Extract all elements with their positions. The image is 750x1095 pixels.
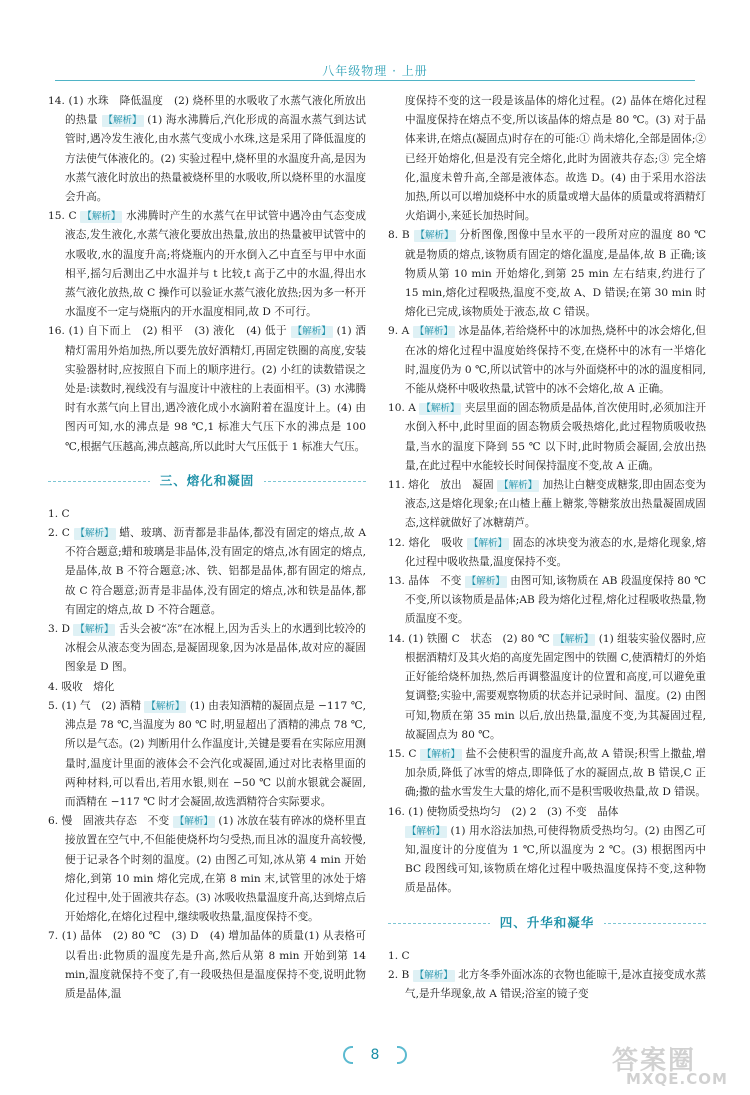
answer-lead: 8. B	[388, 229, 410, 242]
analysis-tag: 【解析】	[499, 480, 538, 492]
right-column	[388, 92, 706, 1004]
answer-item	[48, 92, 366, 207]
answer-explanation: (1) 冰放在装有碎冰的烧杯里直接放置在空气中,不但能使烧杯均匀受热,而且冰的温度升高较慢,便于记录各个时刻的温度。(2) 由图乙可知,冰从第 4 min 开始熔化,到第 10 min 熔化完成,在第 8 min 末,试管里的冰处于熔化过程中,处于固液共存态。(3) 冰吸收热量温度升高,达到熔点后开始熔化,在熔化过程中,继续吸收热量,温度保持不变。	[65, 815, 366, 924]
answer-lead: 6. 慢 固液共存态 不变	[48, 815, 170, 828]
page-number	[343, 1042, 407, 1068]
watermark-line2: MXQE.COM	[626, 1070, 728, 1088]
analysis-tag: 【解析】	[292, 326, 331, 338]
answer-explanation: (1) 海水沸腾后,汽化形成的高温水蒸气到达试管时,遇冷发生液化,由水蒸气变成小水珠,这是采用了降低温度的方法使气体液化的。(2) 实验过程中,烧杯里的水温度升高,是因为水蒸气液化时放出的热量被烧杯里的水吸收,所以烧杯里的水温度会升高。	[65, 114, 366, 204]
answer-item	[48, 927, 366, 1004]
page-number-bracket-left	[343, 1046, 353, 1064]
answer-item	[48, 322, 366, 456]
answer-lead: 12. 熔化 吸收	[388, 536, 464, 549]
answer-item	[388, 322, 706, 399]
analysis-tag: 【解析】	[407, 825, 446, 837]
answer-item	[48, 207, 366, 322]
answer-lead: 5. (1) 气 (2) 酒精	[48, 699, 141, 712]
analysis-tag: 【解析】	[469, 537, 508, 549]
analysis-tag: 【解析】	[82, 211, 121, 223]
answer-lead: 14. (1) 铁圈 C 状态 (2) 80 ℃	[388, 632, 550, 645]
answer-explanation: (1) 酒精灯需用外焰加热,所以要先放好酒精灯,再固定铁圈的高度,安装实验器材时,应按照自下而上的顺序进行。(2) 小红的读数错误之处是:读数时,视线没有与温度计中液柱的上表面相平。(3) 水沸腾时有水蒸气向上冒出,遇冷液化成小水滴附着在温度计上。(4) 由图丙可知,水的沸点是 98 ℃,1 标准大气压下水的沸点是 100 ℃,根据气压越高,沸点越高,所以此时大气压低于 1 标准大气压。	[65, 325, 366, 453]
answer-item	[48, 620, 366, 678]
page-number-text: 8	[370, 1047, 380, 1063]
left-items-group-1	[48, 92, 366, 457]
answer-item	[388, 572, 706, 630]
answer-lead: 16. (1) 自下而上 (2) 相平 (3) 液化 (4) 低于	[48, 325, 287, 338]
analysis-tag: 【解析】	[75, 624, 114, 636]
analysis-tag: 【解析】	[422, 748, 461, 760]
section-title: 四、升华和凝华	[490, 913, 605, 933]
left-column	[48, 92, 366, 1004]
answer-lead: 15. C	[48, 210, 77, 223]
analysis-tag: 【解析】	[414, 969, 453, 981]
answer-lead: 度保持不变的这一段是该晶体的熔化过程。(2) 晶体在熔化过程中温度保持在熔点不变,所以该晶体的熔点是 80 ℃。(3) 对于晶体来讲,在熔点(凝固点)时存在的可能:① 尚未熔化,全部是固体;② 已经开始熔化,但是没有完全熔化,此时为固液共存态;③ 完全熔化,温度未曾升高,全部是液体态。故选 D。(4) 由于采用水浴法加热,所以可以增加烧杯中水的质量或增大晶体的质量或将酒精灯火焰调小,来延长加热时间。	[405, 95, 706, 223]
answer-item	[388, 745, 706, 803]
right-items-group-1	[388, 92, 706, 899]
left-items-group-2	[48, 505, 366, 1004]
answer-item	[48, 812, 366, 927]
answer-item	[388, 92, 706, 226]
answer-item	[388, 630, 706, 745]
answer-item	[388, 534, 706, 572]
answer-explanation: 由图可知,该物质在 AB 段温度保持 80 ℃ 不变,所以该物质是晶体;AB 段为熔化过程,熔化过程吸收热量,物质温度不变。	[405, 575, 707, 626]
answer-explanation: (1) 组装实验仪器时,应根据酒精灯及其火焰的高度先固定图中的铁圈 C,使酒精灯的外焰正好能给烧杯加热,然后再调整温度计的位置和高度,可以避免重复调整;实验中,需要观察物质的状态并记录时间、温度。(2) 由图可知,物质在第 35 min 以后,放出热量,温度不变,为其凝固过程,故凝固点为 80 ℃。	[405, 632, 706, 741]
answer-item	[48, 678, 366, 697]
answer-lead: 16. (1) 使物质受热均匀 (2) 2 (3) 不变 晶体	[388, 805, 619, 818]
answer-item	[388, 476, 706, 534]
header-rule	[55, 80, 695, 81]
answer-lead: 11. 熔化 放出 凝固	[388, 479, 494, 492]
answer-explanation: 盐不会使积雪的温度升高,故 A 错误;积雪上撒盐,增加杂质,降低了冰雪的熔点,即降低了水的凝固点,故 B 错误,C 正确;撒的盐水雪发生大量的熔化,而不是积雪吸收热量,故 D 错误。	[405, 747, 706, 799]
answer-lead: 1. C	[48, 507, 70, 520]
analysis-tag: 【解析】	[555, 633, 594, 645]
answer-item	[388, 966, 706, 1004]
answer-item	[388, 947, 706, 966]
watermark-logo	[608, 1040, 740, 1090]
answer-lead: 3. D	[48, 623, 70, 636]
answer-lead: 2. C	[48, 527, 70, 540]
section-title: 三、熔化和凝固	[150, 471, 265, 491]
answer-lead: 2. B	[388, 968, 410, 981]
answer-explanation: 冰是晶体,若给烧杯中的冰加热,烧杯中的冰会熔化,但在冰的熔化过程中温度始终保持不变,在烧杯中的冰有一半熔化时,温度仍为 0 ℃,所以试管中的冰与外面烧杯中的冰的温度相同,不能从烧杯中吸收热量,试管中的冰不会熔化,故 A 正确。	[405, 325, 706, 396]
analysis-tag: 【解析】	[174, 816, 213, 828]
answer-explanation: (1) 从表格可以看出:此物质的温度先是升高,然后从第 8 min 开始到第 14 min,温度就保持不变了,有一段吸热但是温度保持不变,说明此物质是晶体,温	[65, 930, 366, 1000]
analysis-tag: 【解析】	[415, 230, 454, 242]
analysis-tag: 【解析】	[146, 700, 185, 712]
answer-lead: 9. A	[388, 325, 410, 338]
answer-lead: 7. (1) 晶体 (2) 80 ℃ (3) D (4) 增加晶体的质量	[48, 930, 305, 943]
analysis-tag: 【解析】	[414, 326, 453, 338]
watermark-line1: 答案圈	[612, 1046, 697, 1076]
answer-explanation: 夹层里面的固态物质是晶体,首次使用时,必须加注开水倒入杯中,此时里面的固态物质会吸热熔化,此过程物质吸收热量,当水的温度下降到 55 ℃ 以下时,此时物质会凝固,会放出热量,在此过程中水能较长时间保持温度不变,故 A 正确。	[405, 402, 707, 472]
answer-item	[48, 524, 366, 620]
answer-explanation: 分析图像,图像中呈水平的一段所对应的温度 80 ℃ 就是物质的熔点,该物质有固定的熔化温度,是晶体,故 B 正确;该物质从第 10 min 开始熔化,到第 25 min 左右结束,约进行了 15 min,熔化过程吸热,温度不变,故 A、D 错误;在第 30 min 时熔化已完成,该物质处于液态,故 C 错误。	[405, 229, 707, 319]
answer-lead: 4. 吸收 熔化	[48, 680, 115, 693]
section-heading-melting	[48, 471, 366, 491]
header-title: 八年级物理 · 上册	[322, 64, 428, 78]
answer-lead: 14. (1) 水珠 降低温度 (2) 烧杯里的水吸收了水蒸气液化所放出的热量	[48, 95, 366, 127]
answer-lead: 15. C	[388, 747, 417, 760]
answer-item	[388, 226, 706, 322]
answer-explanation: 固态的冰块变为液态的水,是熔化现象,熔化过程中吸收热量,温度保持不变。	[405, 536, 707, 568]
page-header	[0, 52, 750, 82]
answer-lead: 1. C	[388, 949, 410, 962]
page-number-bracket-right	[397, 1046, 407, 1064]
analysis-tag: 【解析】	[103, 115, 142, 127]
answer-lead: 13. 晶体 不变	[388, 575, 462, 588]
answer-explanation: (1) 用水浴法加热,可使得物质受热均匀。(2) 由图乙可知,温度计的分度值为 1 ℃,所以温度为 2 ℃。(3) 根据图丙中 BC 段图线可知,该物质在熔化过程中吸热温度保持不变,这种物质是晶体。	[405, 824, 706, 895]
right-items-group-2	[388, 947, 706, 1005]
section-heading-sublimation	[388, 913, 706, 933]
answer-item	[48, 505, 366, 524]
analysis-tag: 【解析】	[75, 528, 114, 540]
answer-item	[388, 399, 706, 476]
answer-item	[48, 697, 366, 812]
answer-lead: 10. A	[388, 402, 416, 415]
answer-explanation: 北方冬季外面冰冻的衣物也能晾干,是冰直接变成水蒸气,是升华现象,故 A 错误;浴室的镜子变	[405, 968, 706, 1000]
answer-explanation: 蜡、玻璃、沥青都是非晶体,都没有固定的熔点,故 A 不符合题意;蜡和玻璃是非晶体,没有固定的熔点,冰有固定的熔点,是晶体,故 B 不符合题意;冰、铁、铝都是晶体,都有固定的熔点,故 C 符合题意;沥青是非晶体,没有固定的熔点,冰和铁是晶体,都有固定的熔点,故 D 不符合题意。	[65, 527, 366, 616]
analysis-tag: 【解析】	[466, 576, 505, 588]
analysis-tag: 【解析】	[421, 403, 460, 415]
answer-explanation: (1) 由表知酒精的凝固点是 −117 ℃,沸点是 78 ℃,当温度为 80 ℃ 时,明显超出了酒精的沸点 78 ℃,所以是气态。(2) 判断用什么作温度计,关键是要看在实际应用测量时,温度计里面的液体会不会汽化或凝固,通过对比表格里面的两种材料,可以看出,若用水银,则在 −50 ℃ 以前水银就会凝固,而酒精在 −117 ℃ 时才会凝固,故选酒精符合实际要求。	[65, 699, 366, 808]
answer-explanation: 水沸腾时产生的水蒸气在甲试管中遇冷由气态变成液态,发生液化,水蒸气液化要放出热量,放出的热量被甲试管中的水吸收,水的温度升高;将烧瓶内的开水倒入乙中直至与甲中水面相平,摇匀后测出乙中水温并与 t 比较,t 高于乙中的水温,得出水蒸气液化放热,故 C 操作可以验证水蒸气液化放热;因为多一杯开水温度不一定与烧瓶内的开水温度相同,故 D 不可行。	[65, 210, 367, 319]
answer-explanation: 加热让白糖变成糖浆,即由固态变为液态,这是熔化现象;在山楂上蘸上糖浆,等糖浆放出热量凝固成固态,这样就做好了冰糖葫芦。	[405, 479, 706, 530]
answer-explanation: 舌头会被“冻”在冰棍上,因为舌头上的水遇到比较冷的冰棍会从液态变为固态,是凝固现象,因为冰是晶体,故对应的凝固图象是 D 图。	[65, 623, 366, 674]
answer-item	[388, 803, 706, 822]
answer-item	[388, 822, 706, 899]
